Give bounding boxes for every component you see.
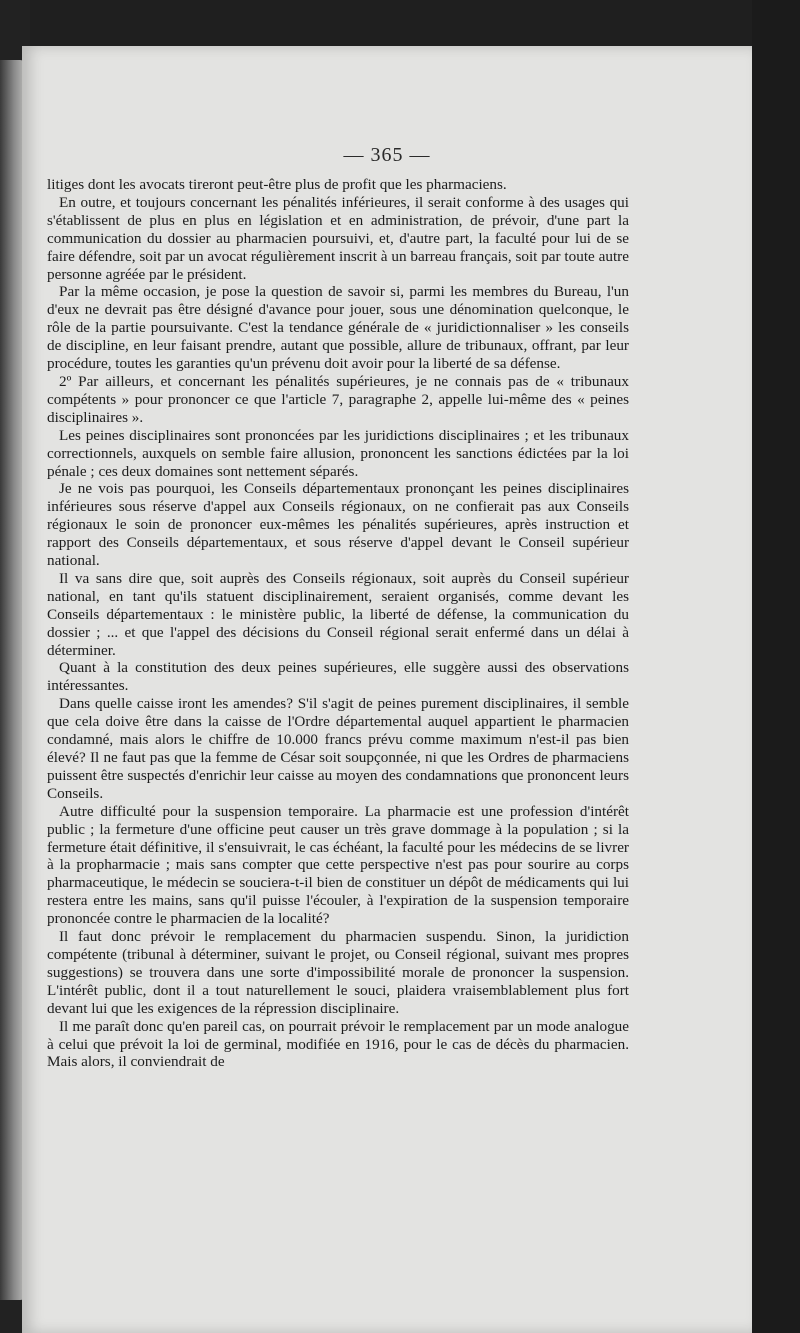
paragraph: Quant à la constitution des deux peines supérieures, elle suggère aussi des observations intéressantes. [47,659,629,695]
book-page [22,46,752,1333]
paragraph: Il faut donc prévoir le remplacement du pharmacien suspendu. Sinon, la juridiction compétente (tribunal à déterminer, suivant le projet, ou Conseil régional, suivant mes propres suggestions) se trouvera dans une sorte d'impossibilité morale de prononcer la suspension. L'intérêt public, dont il a tout naturellement le souci, plaidera vraisemblablement plus fort devant lui que les exigences de la répression disciplinaire. [47,928,629,1017]
scan-background-right [752,0,800,1333]
paragraph: Dans quelle caisse iront les amendes? S'il s'agit de peines purement disciplinaires, il semble que cela doive être dans la caisse de l'Ordre départemental auquel appartient le pharmacien condamné, mais alors le chiffre de 10.000 francs prévu comme maximum n'est-il pas bien élevé? Il ne faut pas que la femme de César soit soupçonnée, ni que les Ordres de pharmaciens puissent être suspectés d'enrichir leur caisse au moyen des condamnations que prononcent leurs Conseils. [47,695,629,802]
paragraph: Il va sans dire que, soit auprès des Conseils régionaux, soit auprès du Conseil supérieur national, en tant qu'ils statuent disciplinairement, seraient organisés, comme devant les Conseils départementaux : le ministère public, la liberté de défense, la communication du dossier ; ... et que l'appel des décisions du Conseil régional serait enfermé dans un délai à déterminer. [47,569,629,659]
paragraph: Par la même occasion, je pose la question de savoir si, parmi les membres du Bureau, l'un d'eux ne devrait pas être désigné d'avance pour jouer, sous une dénomination quelconque, le rôle de la partie poursuivante. C'est la tendance générale de « juridictionnaliser » les conseils de discipline, en leur faisant prendre, autant que possible, allure de tribunaux, offrant, par leur procédure, toutes les garanties qu'un prévenu doit avoir pour la liberté de sa défense. [47,283,629,373]
paragraph: Je ne vois pas pourquoi, les Conseils départementaux prononçant les peines disciplinaires inférieures sous réserve d'appel aux Conseils régionaux, on ne confierait pas aux Conseils régionaux le soin de prononcer eux-mêmes les pénalités supérieures, après instruction et rapport des Conseils départementaux, et sous réserve d'appel devant le Conseil supérieur national. [47,480,629,570]
paragraph: Les peines disciplinaires sont prononcées par les juridictions disciplinaires ; et les tribunaux correctionnels, auxquels on semble faire allusion, prononcent les sanctions édictées par la loi pénale ; ces deux domaines sont nettement séparés. [47,426,629,480]
page-number: — 365 — [343,144,431,166]
paragraph: En outre, et toujours concernant les pénalités inférieures, il serait conforme à des usages qui s'établissent de plus en plus en législation et en administration, de prévoir, d'une part la communication du dossier au pharmacien poursuivi, et, d'autre part, la faculté pour lui de se faire défendre, soit par un avocat régulièrement inscrit à un barreau français, soit par toute autre personne agréée par le président. [47,193,629,283]
paragraph: Il me paraît donc qu'en pareil cas, on pourrait prévoir le remplacement par un mode analogue à celui que prévoit la loi de germinal, modifiée en 1916, pour le cas de décès du pharmacien. Mais alors, il conviendrait de [47,1017,629,1071]
paragraph: 2º Par ailleurs, et concernant les pénalités supérieures, je ne connais pas de « tribunaux compétents » pour prononcer ce que l'article 7, paragraphe 2, appelle lui-même des « peines disciplinaires ». [47,372,629,426]
paragraph: Autre difficulté pour la suspension temporaire. La pharmacie est une profession d'intérêt public ; la fermeture d'une officine peut causer un très grave dommage à la population ; si la fermeture était définitive, il s'ensuivrait, le cas échéant, la faculté pour les médecins de se livrer à la propharmacie ; mais sans compter que cette perspective n'est pas pour sourire au corps pharmaceutique, le médecin se souciera-t-il bien de constituer un dépôt de médicaments qui lui restera entre les mains, sans qu'il puisse l'écouler, à l'expiration de la suspension temporaire prononcée contre le pharmacien de la localité? [47,802,629,928]
paragraph: litiges dont les avocats tireront peut-être plus de profit que les pharmaciens. [47,176,507,193]
body-text [47,176,629,1071]
